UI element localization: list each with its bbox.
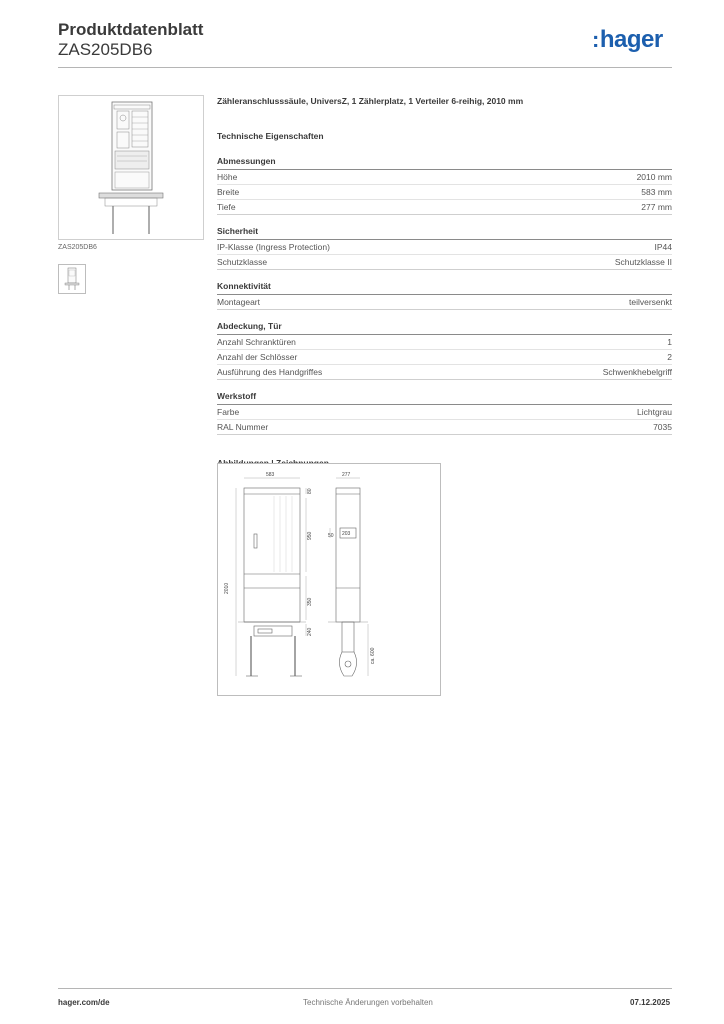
dim-lower: 350: [307, 597, 313, 606]
table-row: [217, 350, 672, 365]
dim-base: 240: [307, 627, 313, 636]
row-label: Farbe: [217, 407, 240, 417]
table-row: [217, 335, 672, 350]
row-value: Lichtgrau: [637, 407, 672, 417]
dim-total-height: 2010: [224, 582, 230, 594]
footer-disclaimer: Technische Änderungen vorbehalten: [303, 998, 433, 1007]
table-row: [217, 200, 672, 215]
row-label: Schutzklasse: [217, 257, 268, 267]
section-title: Abdeckung, Tür: [217, 321, 672, 335]
section-safety: [217, 226, 672, 270]
technical-properties-heading: Technische Eigenschaften: [217, 131, 324, 141]
product-illustration: [59, 96, 203, 239]
hager-logo[interactable]: [592, 26, 663, 54]
table-row: [217, 240, 672, 255]
section-material: [217, 391, 672, 435]
footer-date: 07.12.2025: [630, 998, 671, 1007]
table-row: [217, 405, 672, 420]
product-thumbnail[interactable]: [58, 264, 86, 294]
dim-side-inner: 203: [342, 531, 351, 537]
table-row: [217, 255, 672, 270]
row-label: Montageart: [217, 297, 260, 307]
dim-ground: ca. 600: [370, 647, 376, 664]
footer-divider: [58, 988, 672, 989]
row-label: Ausführung des Handgriffes: [217, 367, 323, 377]
section-cover-door: [217, 321, 672, 380]
row-value: Schutzklasse II: [614, 257, 672, 267]
row-label: RAL Nummer: [217, 422, 269, 432]
table-row: [217, 365, 672, 380]
dim-upper: 950: [307, 531, 313, 540]
header-divider: [58, 67, 672, 68]
dimension-drawing: [218, 464, 440, 695]
section-title: Werkstoff: [217, 391, 672, 405]
dim-top: 80: [307, 488, 313, 494]
product-image-caption: ZAS205DB6: [58, 244, 97, 251]
dim-side-small: 50: [328, 533, 334, 539]
section-title: Abmessungen: [217, 156, 672, 170]
row-label: Anzahl der Schlösser: [217, 352, 298, 362]
product-code: ZAS205DB6: [58, 40, 153, 59]
table-row: [217, 295, 672, 310]
dim-width: 583: [266, 472, 275, 478]
section-title: Sicherheit: [217, 226, 672, 240]
section-connectivity: [217, 281, 672, 310]
row-value: 2010 mm: [636, 172, 672, 182]
row-label: IP-Klasse (Ingress Protection): [217, 242, 330, 252]
row-value: IP44: [654, 242, 672, 252]
logo-text: hager: [599, 26, 663, 53]
row-label: Tiefe: [217, 202, 236, 212]
section-title: Konnektivität: [217, 281, 672, 295]
thumbnail-illustration: [59, 265, 85, 293]
dim-depth: 277: [342, 472, 351, 478]
row-value: Schwenkhebelgriff: [602, 367, 672, 377]
page-title: Produktdatenblatt: [58, 20, 204, 39]
row-value: 583 mm: [641, 187, 672, 197]
row-label: Breite: [217, 187, 240, 197]
product-description: Zähleranschlusssäule, UniversZ, 1 Zählerplatz, 1 Verteiler 6-reihig, 2010 mm: [217, 96, 524, 106]
technical-drawing[interactable]: [217, 463, 441, 696]
footer-link[interactable]: hager.com/de: [58, 998, 110, 1007]
row-value: 1: [667, 337, 672, 347]
product-details: [217, 95, 672, 469]
logo-colon-mark: :: [592, 27, 599, 52]
table-row: [217, 170, 672, 185]
row-label: Anzahl Schranktüren: [217, 337, 296, 347]
table-row: [217, 420, 672, 435]
row-value: teilversenkt: [629, 297, 672, 307]
row-label: Höhe: [217, 172, 238, 182]
row-value: 2: [667, 352, 672, 362]
table-row: [217, 185, 672, 200]
row-value: 277 mm: [641, 202, 672, 212]
product-image[interactable]: [58, 95, 204, 240]
row-value: 7035: [653, 422, 672, 432]
section-dimensions: [217, 156, 672, 215]
